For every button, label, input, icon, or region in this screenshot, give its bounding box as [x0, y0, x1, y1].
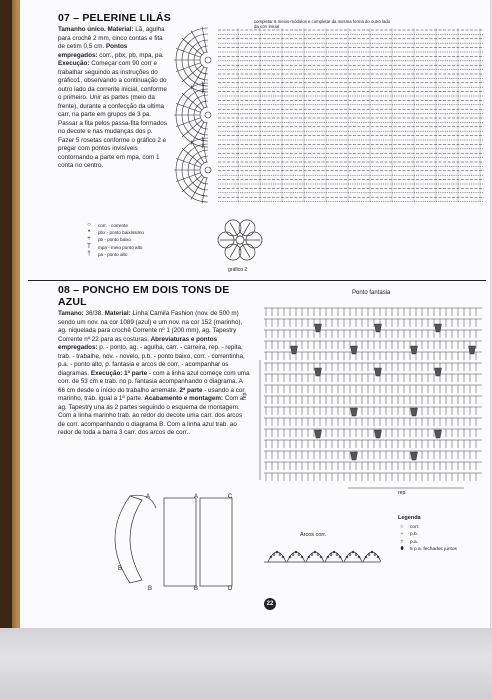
legend-symbol-icon: +: [87, 236, 91, 243]
legend-symbol-icon: ⬮: [400, 547, 404, 552]
pattern-letter-a: A: [146, 494, 151, 500]
ponto-fantasia-title: Ponto fantasia: [352, 290, 391, 296]
instruction-heading: Execução: 1ª parte: [90, 369, 148, 377]
instruction-text: Lã, agulha para crochê 2 mm, cinco contas e fita de cetim 0,5 cm.: [58, 26, 165, 50]
legend-label: pa - ponto alto: [98, 251, 128, 257]
legend-symbol-icon: †: [400, 539, 404, 545]
instruction-text: 36/38.: [83, 310, 105, 317]
pattern-letter-d: D: [228, 586, 233, 592]
rep-label-horizontal: rep.: [398, 490, 407, 496]
instruction-text: p. - ponto, ag. - agulha, carr. - carreira, rep. - repita, trab. - trabalhe, nov. - novelo, p.b. - ponto baixo, corr. - correntinha, p.a. - ponto alto, p. fantasia e arcos de corr. - acompanhar os diagramas.: [58, 344, 245, 377]
diagram-note: completar 6 meios-módulos e completar da mesma forma do outro lado da corr inicial: [254, 19, 391, 29]
legend-item: [84, 222, 144, 229]
section-1-title: 07 – PELERINE LILÁS: [58, 12, 171, 24]
legend-label: pb - ponto baixo: [98, 237, 131, 243]
arcos-corr-diagram: [262, 542, 382, 566]
instruction-heading: Pontos empregados:: [58, 43, 128, 59]
roseta-diagram: [214, 214, 266, 266]
page-number: 22: [264, 598, 276, 610]
instruction-heading: Tamanho único. Material:: [58, 26, 134, 33]
legend-symbol-icon: ○: [87, 222, 91, 228]
legend-item: [84, 251, 144, 258]
legend-item: [398, 531, 457, 539]
pattern-letter-b2: B: [148, 586, 153, 592]
instruction-heading: Acabamento e montagem:: [144, 395, 224, 402]
page-bottom-shadow: [0, 628, 492, 699]
instruction-text: Começar com 90 corr e trabalhar seguindo as instruções do gráfico1, observando a continuação do outro lado da corrente inicial, conforme o primeiro. Unir as partes (meio da frente), durante a confecção da ultima carr, na parte em grupos de 3 pa. Passar a fita pelos passa-fita formados no decote e nas mudanças dos p. Fazer 5 rosetas conforme o gráfico 2 e pregar com pontos invisíveis contornando a parte em mpa, com 1 conta no centro.: [58, 60, 167, 169]
legend-symbol-icon: †: [87, 250, 91, 257]
instruction-text: Com a ag. Tapestry una as 2 partes seguindo o esquema de montagem. Com a linha marinho trab. ao redor do decote uma carr. dos arcos de corr. acompanhando o diagrama B. Com a linha azul trab. ao redor de toda a barra 3 carr. dos arcos de corr..: [58, 395, 244, 436]
section-divider: [28, 280, 486, 281]
ponto-fantasia-diagram: [258, 300, 486, 500]
legend-symbol-icon: ○: [400, 524, 404, 530]
legend-item: [84, 244, 144, 251]
instruction-text: corr., pbx, pb, mpa, pa.: [97, 51, 164, 59]
legend-item: [84, 229, 144, 236]
instruction-text: - com a linha azul começe com uma corr. de 53 cm e trab. no p. fantasia acompanhando o diagrama. A 66 cm desde o início do trabalho arremate.: [58, 369, 250, 394]
legend-item: [84, 236, 144, 243]
legend-item: [398, 546, 457, 554]
pattern-letter-b3: B: [194, 586, 199, 592]
rep-label-vertical: rep.: [242, 391, 248, 400]
legend-label: 5 p.a. fechados juntos: [410, 547, 457, 552]
legend-label: pbx - ponto baixíssimo: [98, 230, 144, 236]
instruction-heading: Execução:: [58, 60, 90, 67]
instruction-heading: Material:: [104, 310, 131, 317]
pelerine-crochet-diagram: [168, 20, 486, 210]
legend-title: Legenda: [398, 515, 421, 521]
section-2-legend: [398, 515, 457, 554]
instruction-heading: 2ª parte: [179, 386, 203, 394]
section-2-instructions: [58, 310, 250, 438]
legend-label: corr.: [410, 524, 420, 530]
legend-label: mpa - meio ponto alto: [98, 244, 143, 250]
arcos-corr-label: Arcos corr.: [300, 532, 327, 538]
legend-symbol-icon: T: [87, 243, 91, 250]
legend-label: corr. - corrente: [98, 223, 128, 228]
legend-label: p.a.: [410, 539, 419, 545]
legend-item: [398, 524, 457, 532]
section-1-legend: [84, 222, 144, 258]
instruction-text: - usando a cor marinho, trab. igual a 1ª parte.: [58, 386, 245, 402]
legend-symbol-icon: +: [400, 532, 404, 537]
section-1-instructions: [58, 26, 168, 171]
instruction-heading: Tamano:: [58, 310, 84, 317]
legend-item: [398, 539, 457, 547]
legend-symbol-icon: •: [87, 229, 91, 236]
grafico-2-caption: gráfico 2: [228, 267, 248, 273]
instruction-text: Linha Camila Fashion (nov. de 500 m) sendo um nov. na cor 1089 (azul) e um nov. na cor 152 (marinho), ag. niquelada para crochê Corrente nº 1 (200 mm), ag. Tapestry Corrente nº 22 para as costuras.: [58, 310, 243, 343]
section-2-title: 08 – PONCHO EM DOIS TONS DE AZUL: [58, 284, 230, 308]
instruction-heading: Abreviaturas e pontos empregados:: [58, 335, 218, 351]
pattern-letter-b: B: [118, 566, 123, 572]
legend-label: p.b.: [410, 532, 419, 537]
pattern-letter-c: C: [228, 494, 233, 500]
assembly-schematic: [100, 488, 250, 598]
pattern-letter-a2: A: [194, 494, 199, 500]
